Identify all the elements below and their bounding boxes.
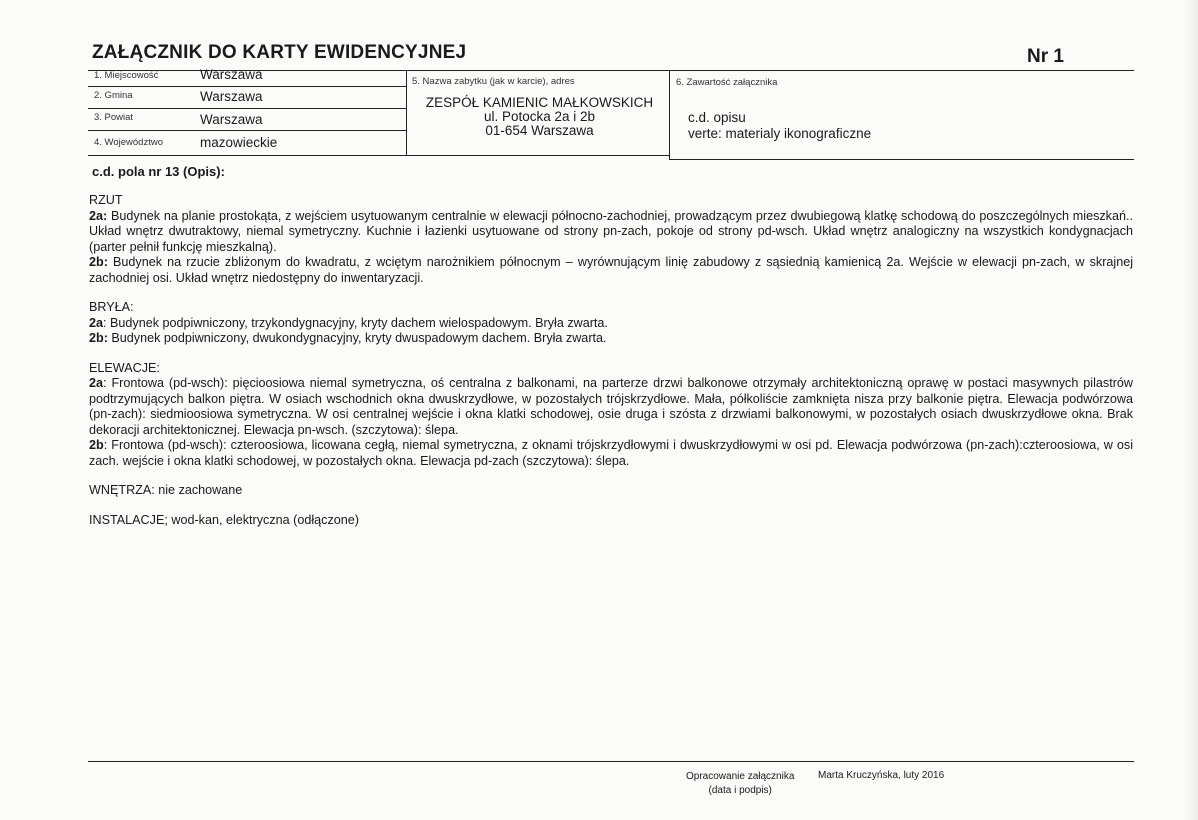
attachment-number: Nr 1 bbox=[1027, 46, 1064, 67]
document-title: ZAŁĄCZNIK DO KARTY EWIDENCYJNEJ bbox=[92, 42, 467, 63]
paragraph-text: Budynek na planie prostokąta, z wejściem usytuowanym centralnie w elewacji północno-zachodniej, prowadzącym przez dwubiegową klatkę schodową do poszczególnych mieszkań.. Układ wnętrz dwutraktowy, niemal symetryczny. Kuchnie i łazienki usytuowane od strony pn-zach, pokoje od strony pd-wsch. Układ wnętrz analogiczny na wszystkich kondygnacjach (parter pełnił funkcję mieszkalną). bbox=[89, 208, 1133, 254]
field-value-miejscowosc: Warszawa bbox=[200, 67, 263, 82]
description-body bbox=[89, 193, 1133, 528]
bryla-heading: BRYŁA: bbox=[89, 300, 134, 314]
table-column-divider bbox=[406, 70, 407, 156]
author-signature: Marta Kruczyńska, luty 2016 bbox=[818, 770, 945, 781]
paragraph-gap bbox=[89, 347, 1133, 361]
field-label-powiat: 3. Powiat bbox=[94, 112, 134, 123]
table-row-rule bbox=[88, 86, 406, 87]
paragraph-text: Budynek podpiwniczony, dwukondygnacyjny, kryty dwuspadowym dachem. Bryła zwarta. bbox=[107, 331, 607, 345]
paragraph-gap bbox=[89, 499, 1133, 513]
field-label-nazwa-zabytku: 5. Nazwa zabytku (jak w karcie), adres bbox=[412, 76, 575, 87]
date-signature-hint: (data i podpis) bbox=[708, 785, 772, 796]
building-tag: 2b bbox=[89, 438, 104, 452]
wnetrza-line: WNĘTRZA: nie zachowane bbox=[89, 483, 243, 497]
paragraph-gap bbox=[89, 469, 1133, 483]
table-bottom-rule bbox=[88, 155, 669, 156]
attachment-contents bbox=[688, 110, 871, 142]
field-value-wojewodztwo: mazowieckie bbox=[200, 135, 278, 150]
elewacje-paragraph-2a bbox=[89, 376, 1133, 438]
prepared-by-label bbox=[686, 770, 794, 798]
rzut-heading: RZUT bbox=[89, 193, 123, 207]
contents-line: verte: materialy ikonograficzne bbox=[688, 126, 872, 141]
paragraph-text: : Frontowa (pd-wsch): pięcioosiowa niemal symetryczna, oś centralna z balkonami, na parterze drzwi balkonowe otrzymały architektoniczną oprawę w postaci masywnych pilastrów podtrzymujących balkon piętra. W osiach wschodnich okna dwuskrzydłowe, w pozostałych trójskrzydłowe. Mała, półkoliście zamknięta nisza przy balkonie piętra. Elewacja podwórzowa (pn-zach): siedmioosiowa symetryczna. W osi centralnej wejście i okna klatki schodowej, osie druga i szósta z drzwiami balkonowymi, w pozostałych osiach dwuskrzydłowe okna. Brak dekoracji architektonicznej. Elewacja pn-wsch. (szczytowa): ślepa. bbox=[89, 376, 1133, 437]
instalacje-line: INSTALACJE; wod-kan, elektryczna (odłączone) bbox=[89, 512, 359, 527]
table-bottom-rule-right bbox=[669, 159, 1134, 160]
table-column-divider bbox=[669, 70, 670, 160]
prepared-by-line: Opracowanie załącznika bbox=[686, 771, 795, 782]
paragraph-text: Budynek na rzucie zbliżonym do kwadratu, z wciętym narożnikiem północnym – wyrównującym linię zabudowy z sąsiednią kamienicą 2a. Wejście w elewacji pn-zach, w skrajnej zachodniej osi. Układ wnętrz niedostępny do inwentaryzacji. bbox=[89, 255, 1133, 285]
field-label-gmina: 2. Gmina bbox=[94, 90, 133, 101]
scan-edge-shadow bbox=[1184, 0, 1198, 820]
section-heading: c.d. pola nr 13 (Opis): bbox=[92, 164, 225, 179]
building-tag: 2a: bbox=[89, 208, 108, 223]
paragraph-text: : Budynek podpiwniczony, trzykondygnacyjny, kryty dachem wielospadowym. Bryła zwarta. bbox=[103, 315, 608, 330]
building-tag: 2a bbox=[89, 376, 104, 390]
rzut-paragraph-2a bbox=[89, 209, 1133, 256]
building-tag: 2b: bbox=[89, 255, 108, 269]
field-label-wojewodztwo: 4. Województwo bbox=[94, 137, 163, 148]
building-tag: 2a bbox=[89, 315, 104, 330]
contents-line: c.d. opisu bbox=[688, 110, 746, 125]
monument-name-address bbox=[412, 96, 667, 138]
field-value-gmina: Warszawa bbox=[200, 89, 263, 104]
field-label-miejscowosc: 1. Miejscowość bbox=[94, 70, 159, 81]
elewacje-heading: ELEWACJE: bbox=[89, 360, 160, 375]
monument-postal: 01-654 Warszawa bbox=[485, 123, 594, 138]
rzut-paragraph-2b bbox=[89, 255, 1133, 286]
paragraph-gap bbox=[89, 286, 1133, 300]
monument-street: ul. Potocka 2a i 2b bbox=[483, 109, 596, 124]
bryla-paragraph-2b bbox=[89, 331, 1133, 347]
field-label-zawartosc: 6. Zawartość załącznika bbox=[676, 77, 778, 88]
table-row-rule bbox=[88, 108, 406, 109]
paragraph-text: : Frontowa (pd-wsch): czteroosiowa, licowana cegłą, niemal symetryczna, z oknami trójskrzydłowymi i dwuskrzydłowymi w osi pd. Elewacja podwórzowa (pn-zach):czteroosiowa, w osi zach. wejście i okna klatki schodowej, w pozostałych okna. Elewacja pd-zach (szczytowa): ślepa. bbox=[89, 438, 1133, 468]
elewacje-paragraph-2b bbox=[89, 438, 1133, 469]
table-row-rule bbox=[88, 130, 406, 131]
monument-name: ZESPÓŁ KAMIENIC MAŁKOWSKICH bbox=[425, 95, 654, 110]
building-tag: 2b: bbox=[89, 331, 108, 345]
bryla-paragraph-2a bbox=[89, 316, 1133, 332]
field-value-powiat: Warszawa bbox=[200, 112, 263, 127]
footer-rule bbox=[88, 761, 1134, 762]
